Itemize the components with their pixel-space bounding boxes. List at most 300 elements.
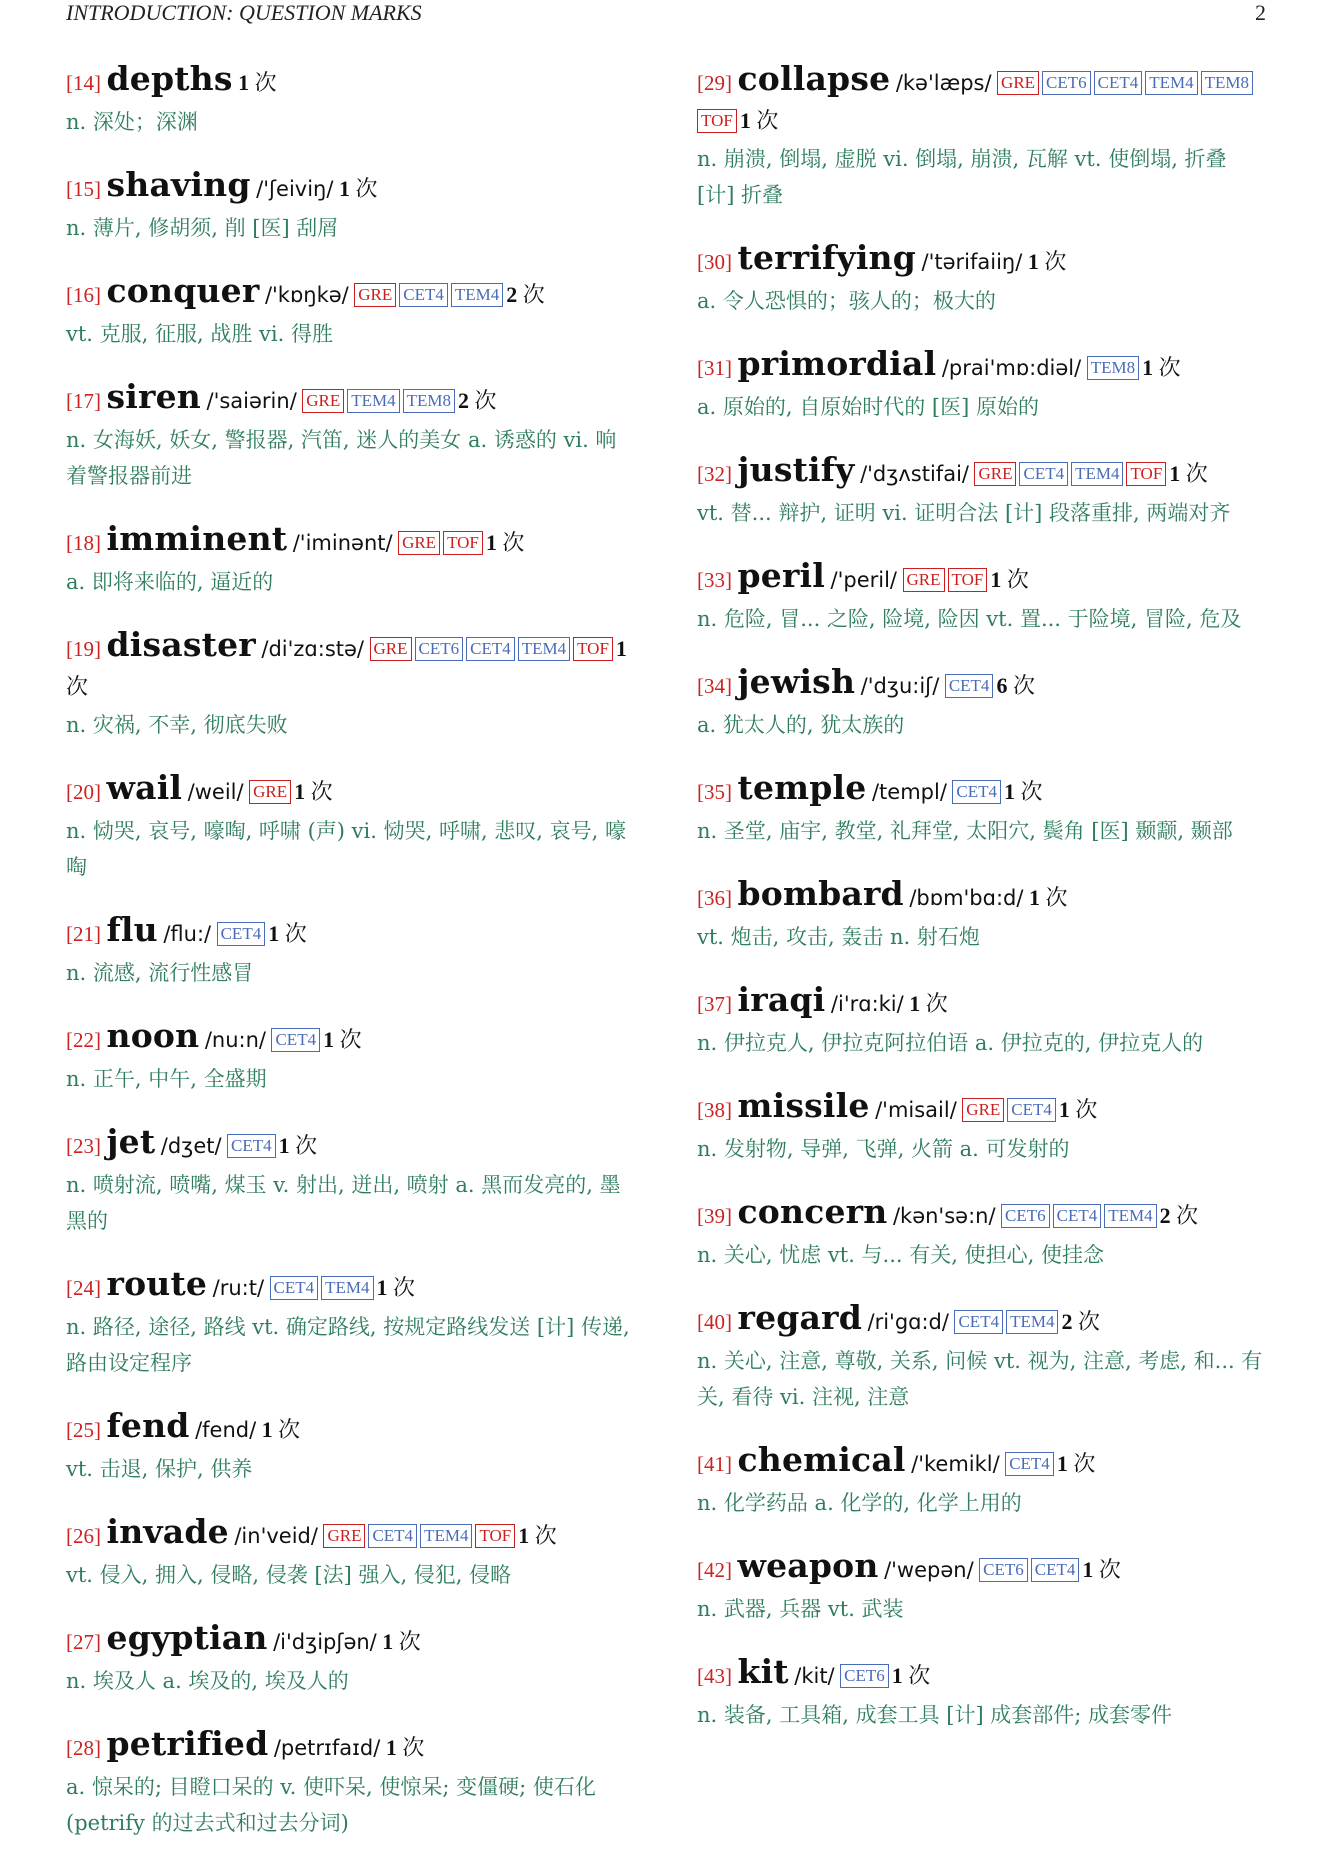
entry-index: [40] [697,1310,732,1334]
exam-tag: CET6 [1001,1204,1050,1228]
vocab-entry [697,557,1267,637]
headword: petrified [106,1724,269,1763]
exam-tag: CET4 [952,780,1001,804]
exam-tag: TEM8 [1201,71,1253,95]
vocab-entry [697,1653,1267,1733]
exam-tag: CET4 [466,637,515,661]
count-unit: 次 [1020,779,1043,804]
entry-headline [697,1653,1267,1695]
pronunciation: /nu:n/ [204,1028,266,1052]
headword: peril [737,556,826,595]
occurrence-count [892,1663,931,1688]
pronunciation: /'iminənt/ [292,531,393,555]
count-unit: 次 [1006,567,1029,592]
exam-tag: CET6 [415,637,464,661]
definition: a. 令人恐惧的；骇人的；极大的 [697,289,996,313]
pronunciation: /flu:/ [163,922,212,946]
vocab-entry [697,875,1267,955]
pronunciation: /templ/ [871,780,947,804]
pronunciation: /dʒet/ [160,1134,222,1158]
exam-tag: TEM8 [403,389,455,413]
entry-headline [66,1407,636,1449]
vocab-entry [697,60,1267,213]
entry-headline [697,981,1267,1023]
definition: n. 正午, 中午, 全盛期 [66,1067,267,1091]
exam-tag: TEM4 [1104,1204,1156,1228]
headword: depths [106,59,233,98]
page-number: 2 [1255,0,1266,25]
count-number: 1 [891,1663,903,1688]
count-unit: 次 [1077,1309,1100,1334]
definition: n. 关心, 注意, 尊敬, 关系, 问候 vt. 视为, 注意, 考虑, 和... 有关, 看待 vi. 注视, 注意 [697,1349,1263,1409]
occurrence-count [279,1133,318,1158]
count-number: 1 [1082,1557,1094,1582]
definition: a. 即将来临的, 逼近的 [66,570,274,594]
exam-tag: CET4 [1094,71,1143,95]
occurrence-count [1142,355,1181,380]
definition: n. 危险, 冒... 之险, 险境, 险因 vt. 置... 于险境, 冒险, 危及 [697,607,1242,631]
entry-index: [18] [66,531,101,555]
occurrence-count [323,1027,362,1052]
vocab-entry [66,911,636,991]
count-number: 1 [1142,355,1154,380]
exam-tag: CET4 [271,1028,320,1052]
headword: jet [106,1122,156,1161]
headword: bombard [737,874,904,913]
entry-headline [697,451,1267,493]
occurrence-count [1061,1309,1100,1334]
definition: n. 装备, 工具箱, 成套工具 [计] 成套部件; 成套零件 [697,1703,1173,1727]
occurrence-count [518,1523,557,1548]
entry-index: [43] [697,1664,732,1688]
entry-headline [66,1619,636,1661]
pronunciation: /kit/ [794,1664,835,1688]
entry-headline [697,345,1267,387]
count-unit: 次 [295,1133,318,1158]
count-number: 1 [1056,1451,1068,1476]
count-unit: 次 [908,1663,931,1688]
vocab-entry [697,663,1267,743]
occurrence-count [1029,885,1068,910]
entry-index: [23] [66,1134,101,1158]
entry-headline [66,166,636,208]
definition: n. 薄片, 修胡须, 削 [医] 刮屑 [66,216,339,240]
exam-tag: CET4 [399,283,448,307]
count-number: 1 [990,567,1002,592]
exam-tag: CET4 [1007,1098,1056,1122]
entry-index: [22] [66,1028,101,1052]
occurrence-count [1057,1451,1096,1476]
entry-headline [66,769,636,811]
exam-tag: GRE [354,283,396,307]
pronunciation: /ri'gɑ:d/ [867,1310,949,1334]
left-column [66,60,636,1841]
exam-tag: TEM4 [347,389,399,413]
exam-tag: TOF [1126,462,1166,486]
vocab-entry [66,1725,636,1841]
occurrence-count [458,388,497,413]
count-number: 1 [1004,779,1016,804]
count-number: 2 [1159,1203,1171,1228]
exam-tag: TOF [573,637,613,661]
count-unit: 次 [1045,885,1068,910]
definition: n. 喷射流, 喷嘴, 煤玉 v. 射出, 迸出, 喷射 a. 黑而发亮的, 墨黑的 [66,1173,621,1233]
definition: n. 关心, 忧虑 vt. 与... 有关, 使担心, 使挂念 [697,1243,1104,1267]
exam-tag: CET4 [368,1524,417,1548]
vocab-entry [66,769,636,885]
count-unit: 次 [1158,355,1181,380]
count-number: 1 [615,636,627,661]
entry-headline [697,875,1267,917]
headword: route [106,1264,208,1303]
definition: n. 化学药品 a. 化学的, 化学上用的 [697,1491,1022,1515]
pronunciation: /'tərifaiiŋ/ [921,250,1023,274]
count-unit: 次 [534,1523,557,1548]
exam-tag: TEM4 [451,283,503,307]
vocab-entry [66,272,636,352]
headword: terrifying [737,238,917,277]
entry-index: [15] [66,177,101,201]
count-number: 1 [1028,885,1040,910]
headword: wail [106,768,183,807]
definition: a. 原始的, 自原始时代的 [医] 原始的 [697,395,1039,419]
occurrence-count [486,530,525,555]
count-unit: 次 [278,1417,301,1442]
occurrence-count [1082,1557,1121,1582]
exam-tag: CET4 [1031,1558,1080,1582]
vocab-entry [66,378,636,494]
headword: temple [737,768,867,807]
definition: n. 埃及人 a. 埃及的, 埃及人的 [66,1669,349,1693]
headword: conquer [106,271,260,310]
entry-headline [697,1087,1267,1129]
entry-index: [14] [66,71,101,95]
entry-headline [697,663,1267,705]
definition: n. 流感, 流行性感冒 [66,961,254,985]
pronunciation: /'saiərin/ [206,389,297,413]
entry-headline [66,626,636,705]
count-number: 1 [739,108,751,133]
headword: justify [737,450,855,489]
occurrence-count [386,1735,425,1760]
entry-index: [20] [66,780,101,804]
headword: noon [106,1016,200,1055]
entry-headline [697,557,1267,599]
pronunciation: /di'zɑ:stə/ [261,637,364,661]
occurrence-count [1169,461,1208,486]
occurrence-count [377,1275,416,1300]
entry-index: [41] [697,1452,732,1476]
pronunciation: /'dʒu:iʃ/ [860,674,940,698]
headword: collapse [737,59,891,98]
count-unit: 次 [398,1629,421,1654]
vocab-entry [66,1407,636,1487]
count-unit: 次 [925,991,948,1016]
definition: vt. 炮击, 攻击, 轰击 n. 射石炮 [697,925,980,949]
count-unit: 次 [522,282,545,307]
exam-tag: CET4 [217,922,266,946]
count-number: 1 [909,991,921,1016]
exam-tag: TEM4 [1145,71,1197,95]
entry-index: [31] [697,356,732,380]
count-number: 1 [1058,1097,1070,1122]
count-unit: 次 [1012,673,1035,698]
exam-tag: TEM4 [1006,1310,1058,1334]
headword: iraqi [737,980,826,1019]
count-number: 1 [323,1027,335,1052]
pronunciation: /'ʃeiviŋ/ [256,177,334,201]
count-unit: 次 [393,1275,416,1300]
entry-index: [26] [66,1524,101,1548]
headword: chemical [737,1440,906,1479]
occurrence-count [1004,779,1043,804]
vocab-entry [66,520,636,600]
count-number: 1 [261,1417,273,1442]
headword: missile [737,1086,870,1125]
entry-headline [66,60,636,102]
pronunciation: /bɒm'bɑ:d/ [909,886,1024,910]
count-number: 2 [1061,1309,1073,1334]
entry-index: [29] [697,71,732,95]
headword: egyptian [106,1618,268,1657]
exam-tag: TEM4 [420,1524,472,1548]
count-number: 1 [518,1523,530,1548]
count-unit: 次 [1185,461,1208,486]
occurrence-count [996,673,1035,698]
exam-tag: GRE [997,71,1039,95]
definition: a. 犹太人的, 犹太族的 [697,713,905,737]
entry-index: [28] [66,1736,101,1760]
exam-tag: TEM4 [1071,462,1123,486]
occurrence-count [262,1417,301,1442]
entry-headline [66,911,636,953]
definition: n. 圣堂, 庙宇, 教堂, 礼拜堂, 太阳穴, 鬓角 [医] 颞颥, 颞部 [697,819,1233,843]
occurrence-count [382,1629,421,1654]
definition: n. 灾祸, 不幸, 彻底失败 [66,713,288,737]
headword: concern [737,1192,888,1231]
count-number: 1 [376,1275,388,1300]
entry-headline [697,1441,1267,1483]
exam-tag: CET4 [945,674,994,698]
vocab-entry [697,1193,1267,1273]
pronunciation: /petrɪfaɪd/ [273,1736,381,1760]
headword: fend [106,1406,190,1445]
occurrence-count [1028,249,1067,274]
exam-tag: CET4 [1053,1204,1102,1228]
entry-headline [697,1547,1267,1589]
count-unit: 次 [1075,1097,1098,1122]
count-number: 1 [1027,249,1039,274]
entry-headline [66,1725,636,1767]
definition: n. 崩溃, 倒塌, 虚脱 vi. 倒塌, 崩溃, 瓦解 vt. 使倒塌, 折叠 [计] 折叠 [697,147,1227,207]
definition: vt. 替... 辩护, 证明 vi. 证明合法 [计] 段落重排, 两端对齐 [697,501,1231,525]
headword: regard [737,1298,862,1337]
entry-headline [66,1123,636,1165]
pronunciation: /kən'sə:n/ [892,1204,996,1228]
pronunciation: /ru:t/ [212,1276,265,1300]
occurrence-count [1059,1097,1098,1122]
entry-headline [66,520,636,562]
entry-index: [36] [697,886,732,910]
vocab-entry [697,981,1267,1061]
count-number: 1 [238,70,250,95]
count-unit: 次 [1073,1451,1096,1476]
pronunciation: /prai'mɒ:diəl/ [941,356,1082,380]
entry-index: [33] [697,568,732,592]
count-unit: 次 [310,779,333,804]
exam-tag: CET4 [1005,1452,1054,1476]
count-number: 1 [294,779,306,804]
vocab-entry [66,60,636,140]
occurrence-count [506,282,545,307]
exam-tag: CET4 [1019,462,1068,486]
count-unit: 次 [284,921,307,946]
count-number: 6 [996,673,1008,698]
definition: vt. 克服, 征服, 战胜 vi. 得胜 [66,322,333,346]
pronunciation: /'kɒŋkə/ [264,283,349,307]
entry-index: [17] [66,389,101,413]
exam-tag: GRE [323,1524,365,1548]
count-number: 1 [268,921,280,946]
entry-headline [697,1193,1267,1235]
exam-tag: TOF [948,568,988,592]
entry-index: [25] [66,1418,101,1442]
headword: siren [106,377,201,416]
right-column [697,60,1267,1733]
vocab-entry [66,1513,636,1593]
headword: disaster [106,625,256,664]
count-number: 2 [506,282,518,307]
count-unit: 次 [254,70,277,95]
exam-tag: CET6 [1042,71,1091,95]
entry-headline [697,239,1267,281]
count-number: 1 [385,1735,397,1760]
vocab-entry [697,345,1267,425]
entry-headline [697,60,1267,139]
exam-tag: TOF [443,531,483,555]
count-unit: 次 [1176,1203,1199,1228]
entry-index: [38] [697,1098,732,1122]
entry-headline [66,1513,636,1555]
pronunciation: /in'veid/ [234,1524,318,1548]
vocab-entry [66,1017,636,1097]
entry-index: [35] [697,780,732,804]
entry-index: [24] [66,1276,101,1300]
entry-index: [19] [66,637,101,661]
definition: n. 恸哭, 哀号, 嚎啕, 呼啸 (声) vi. 恸哭, 呼啸, 悲叹, 哀号, 嚎啕 [66,819,626,879]
count-number: 1 [1169,461,1181,486]
exam-tag: CET6 [840,1664,889,1688]
headword: imminent [106,519,288,558]
count-unit: 次 [355,176,378,201]
exam-tag: TEM8 [1087,356,1139,380]
pronunciation: /kə'læps/ [895,71,992,95]
exam-tag: CET6 [979,1558,1028,1582]
entry-headline [66,1265,636,1307]
occurrence-count [909,991,948,1016]
entry-headline [66,1017,636,1059]
exam-tag: TEM4 [321,1276,373,1300]
count-number: 1 [338,176,350,201]
exam-tag: GRE [249,780,291,804]
exam-tag: TOF [697,109,737,133]
entry-headline [697,1299,1267,1341]
exam-tag: TOF [475,1524,515,1548]
vocab-entry [66,626,636,743]
occurrence-count [1160,1203,1199,1228]
pronunciation: /'wepən/ [884,1558,974,1582]
count-unit: 次 [402,1735,425,1760]
definition: n. 深处；深渊 [66,110,198,134]
headword: invade [106,1512,229,1551]
entry-headline [697,769,1267,811]
definition: a. 惊呆的; 目瞪口呆的 v. 使吓呆, 使惊呆; 变僵硬; 使石化 (petrify 的过去式和过去分词) [66,1775,596,1835]
vocab-entry [697,1299,1267,1415]
vocab-entry [697,1087,1267,1167]
vocab-entry [697,451,1267,531]
exam-tag: GRE [398,531,440,555]
entry-index: [39] [697,1204,732,1228]
count-number: 1 [485,530,497,555]
vocab-entry [697,239,1267,319]
count-unit: 次 [339,1027,362,1052]
vocab-entry [66,1265,636,1381]
pronunciation: /i'dʒipʃən/ [273,1630,377,1654]
occurrence-count [339,176,378,201]
definition: n. 路径, 途径, 路线 vt. 确定路线, 按规定路线发送 [计] 传递, 路由设定程序 [66,1315,630,1375]
occurrence-count [740,108,779,133]
headword: shaving [106,165,251,204]
exam-tag: GRE [302,389,344,413]
pronunciation: /'kemikl/ [911,1452,1000,1476]
vocab-entry [697,1441,1267,1521]
vocab-entry [66,1123,636,1239]
entry-index: [42] [697,1558,732,1582]
definition: n. 伊拉克人, 伊拉克阿拉伯语 a. 伊拉克的, 伊拉克人的 [697,1031,1204,1055]
count-unit: 次 [1044,249,1067,274]
count-unit: 次 [474,388,497,413]
entry-index: [34] [697,674,732,698]
exam-tag: GRE [974,462,1016,486]
vocab-entry [66,166,636,246]
entry-index: [30] [697,250,732,274]
entry-index: [21] [66,922,101,946]
exam-tag: TEM4 [518,637,570,661]
entry-headline [66,272,636,314]
entry-index: [32] [697,462,732,486]
headword: jewish [737,662,856,701]
entry-index: [16] [66,283,101,307]
headword: primordial [737,344,937,383]
occurrence-count [990,567,1029,592]
exam-tag: CET4 [270,1276,319,1300]
vocab-entry [66,1619,636,1699]
exam-tag: CET4 [227,1134,276,1158]
definition: n. 女海妖, 妖女, 警报器, 汽笛, 迷人的美女 a. 诱惑的 vi. 响着警报器前进 [66,428,617,488]
pronunciation: /weil/ [187,780,244,804]
count-number: 1 [278,1133,290,1158]
exam-tag: GRE [370,637,412,661]
running-head: INTRODUCTION: QUESTION MARKS [66,0,422,25]
count-number: 2 [458,388,470,413]
headword: weapon [737,1546,879,1585]
definition: n. 发射物, 导弹, 飞弹, 火箭 a. 可发射的 [697,1137,1070,1161]
vocab-entry [697,1547,1267,1627]
entry-index: [27] [66,1630,101,1654]
pronunciation: /'dʒʌstifai/ [860,462,969,486]
definition: n. 武器, 兵器 vt. 武装 [697,1597,904,1621]
count-unit: 次 [1098,1557,1121,1582]
